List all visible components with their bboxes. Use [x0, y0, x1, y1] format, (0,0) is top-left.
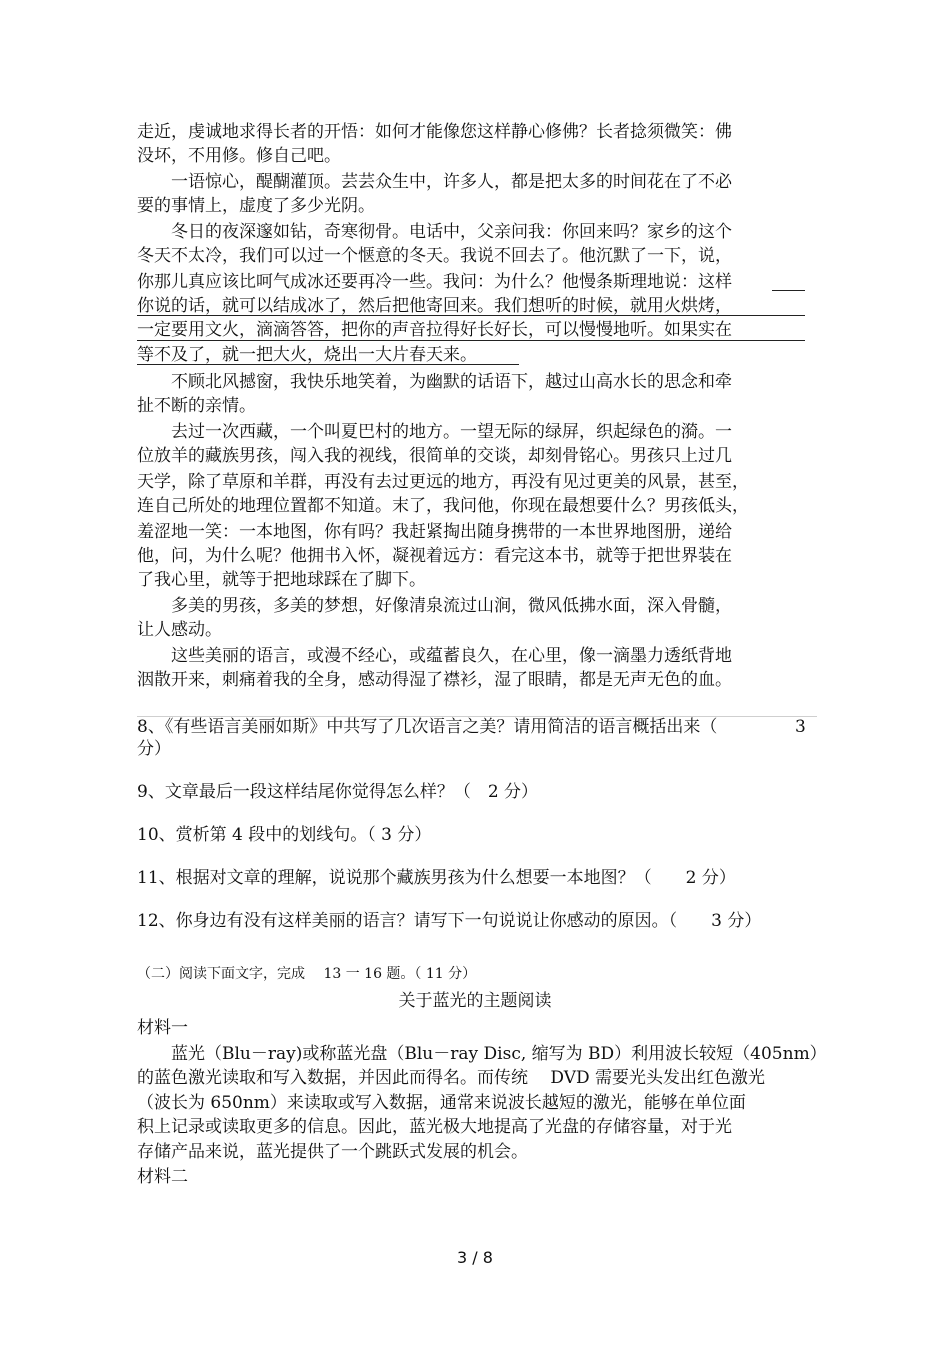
article-title: 关于蓝光的主题阅读 — [398, 991, 552, 1011]
underline-rule — [772, 290, 805, 291]
material-line: （波长为 650nm）来读取或写入数据，通常来说波长越短的激光，能够在单位面 — [137, 1093, 746, 1113]
question-11: 11、根据对文章的理解，说说那个藏族男孩为什么想要一本地图？（ 2 分） — [137, 868, 736, 888]
material-line: 积上记录或读取更多的信息。因此，蓝光极大地提高了光盘的存储容量，对于光 — [137, 1117, 732, 1137]
question-12: 12、你身边有没有这样美丽的语言？请写下一句说说让你感动的原因。（ 3 分） — [137, 911, 762, 931]
passage-line: 不顾北风撼窗，我快乐地笑着，为幽默的话语下，越过山高水长的思念和牵 — [137, 372, 732, 392]
passage-line: 没坏，不用修。修自己吧。 — [137, 146, 341, 166]
passage-line: 冬日的夜深邃如钻，奇寒彻骨。电话中，父亲问我：你回来吗？家乡的这个 — [137, 222, 732, 242]
passage-line: 位放羊的藏族男孩，闯入我的视线，很简单的交谈，却刻骨铭心。男孩只上过几 — [137, 446, 732, 466]
section-heading: （二）阅读下面文字，完成 13 一 16 题。（ 11 分） — [137, 966, 477, 982]
passage-line: 去过一次西藏，一个叫夏巴村的地方。一望无际的绿屏，织起绿色的漪。一 — [137, 422, 732, 442]
page-number: 3 / 8 — [457, 1248, 493, 1267]
material-line: 存储产品来说，蓝光提供了一个跳跃式发展的机会。 — [137, 1142, 528, 1162]
material-label: 材料二 — [137, 1167, 188, 1187]
question-8: 8、《有些语言美丽如斯》中共写了几次语言之美？请用简洁的语言概括出来（ — [137, 717, 718, 737]
underline-rule — [137, 340, 805, 341]
passage-underlined-line: 等不及了，就一把大火，烧出一大片春天来。 — [137, 345, 477, 365]
passage-line: 这些美丽的语言，或漫不经心，或蕴蓄良久，在心里，像一滴墨力透纸背地 — [137, 646, 732, 666]
passage-line: 了我心里，就等于把地球踩在了脚下。 — [137, 570, 426, 590]
question-8-continuation: 分） — [137, 739, 171, 759]
passage-line: 多美的男孩，多美的梦想，好像清泉流过山涧，微风低拂水面，深入骨髓， — [137, 596, 732, 616]
underline-rule — [137, 364, 519, 365]
passage-underlined-line: 一定要用文火，滴滴答答，把你的声音拉得好长好长，可以慢慢地听。如果实在 — [137, 320, 732, 340]
passage-line: 他，问，为什么呢？他拥书入怀，凝视着远方：看完这本书，就等于把世界装在 — [137, 546, 732, 566]
passage-underlined-line: 你说的话，就可以结成冰了，然后把他寄回来。我们想听的时候，就用火烘烤， — [137, 296, 732, 316]
passage-line: 让人感动。 — [137, 620, 222, 640]
material-label: 材料一 — [137, 1018, 188, 1038]
passage-line: 天学，除了草原和羊群，再没有去过更远的地方，再没有见过更美的风景，甚至， — [137, 472, 749, 492]
passage-line: 扯不断的亲情。 — [137, 396, 256, 416]
question-8-score: 3 — [795, 717, 806, 737]
passage-line: 要的事情上，虚度了多少光阴。 — [137, 196, 375, 216]
passage-line: 一语惊心，醍醐灌顶。芸芸众生中，许多人，都是把太多的时间花在了不必 — [137, 172, 732, 192]
passage-line: 洇散开来，刺痛着我的全身，感动得湿了襟衫，湿了眼睛，都是无声无色的血。 — [137, 670, 732, 690]
passage-line: 羞涩地一笑：一本地图，你有吗？我赶紧掏出随身携带的一本世界地图册，递给 — [137, 522, 732, 542]
material-line: 的蓝色激光读取和写入数据，并因此而得名。而传统 DVD 需要光头发出红色激光 — [137, 1068, 766, 1088]
underline-rule — [137, 315, 805, 316]
passage-line: 连自己所处的地理位置都不知道。末了，我问他，你现在最想要什么？男孩低头， — [137, 496, 749, 516]
question-9: 9、文章最后一段这样结尾你觉得怎么样？（ 2 分） — [137, 782, 539, 802]
passage-line: 走近，虔诚地求得长者的开悟：如何才能像您这样静心修佛？长者捻须微笑：佛 — [137, 122, 732, 142]
passage-line: 你那儿真应该比呵气成冰还要再冷一些。我问：为什么？他慢条斯理地说：这样 — [137, 272, 732, 292]
passage-line: 冬天不太冷，我们可以过一个惬意的冬天。我说不回去了。他沉默了一下，说， — [137, 246, 732, 266]
question-10: 10、赏析第 4 段中的划线句。（ 3 分） — [137, 825, 432, 845]
material-line: 蓝光（Blu－ray)或称蓝光盘（Blu－ray Disc, 缩写为 BD）利用波长较短（405nm） — [137, 1044, 827, 1064]
